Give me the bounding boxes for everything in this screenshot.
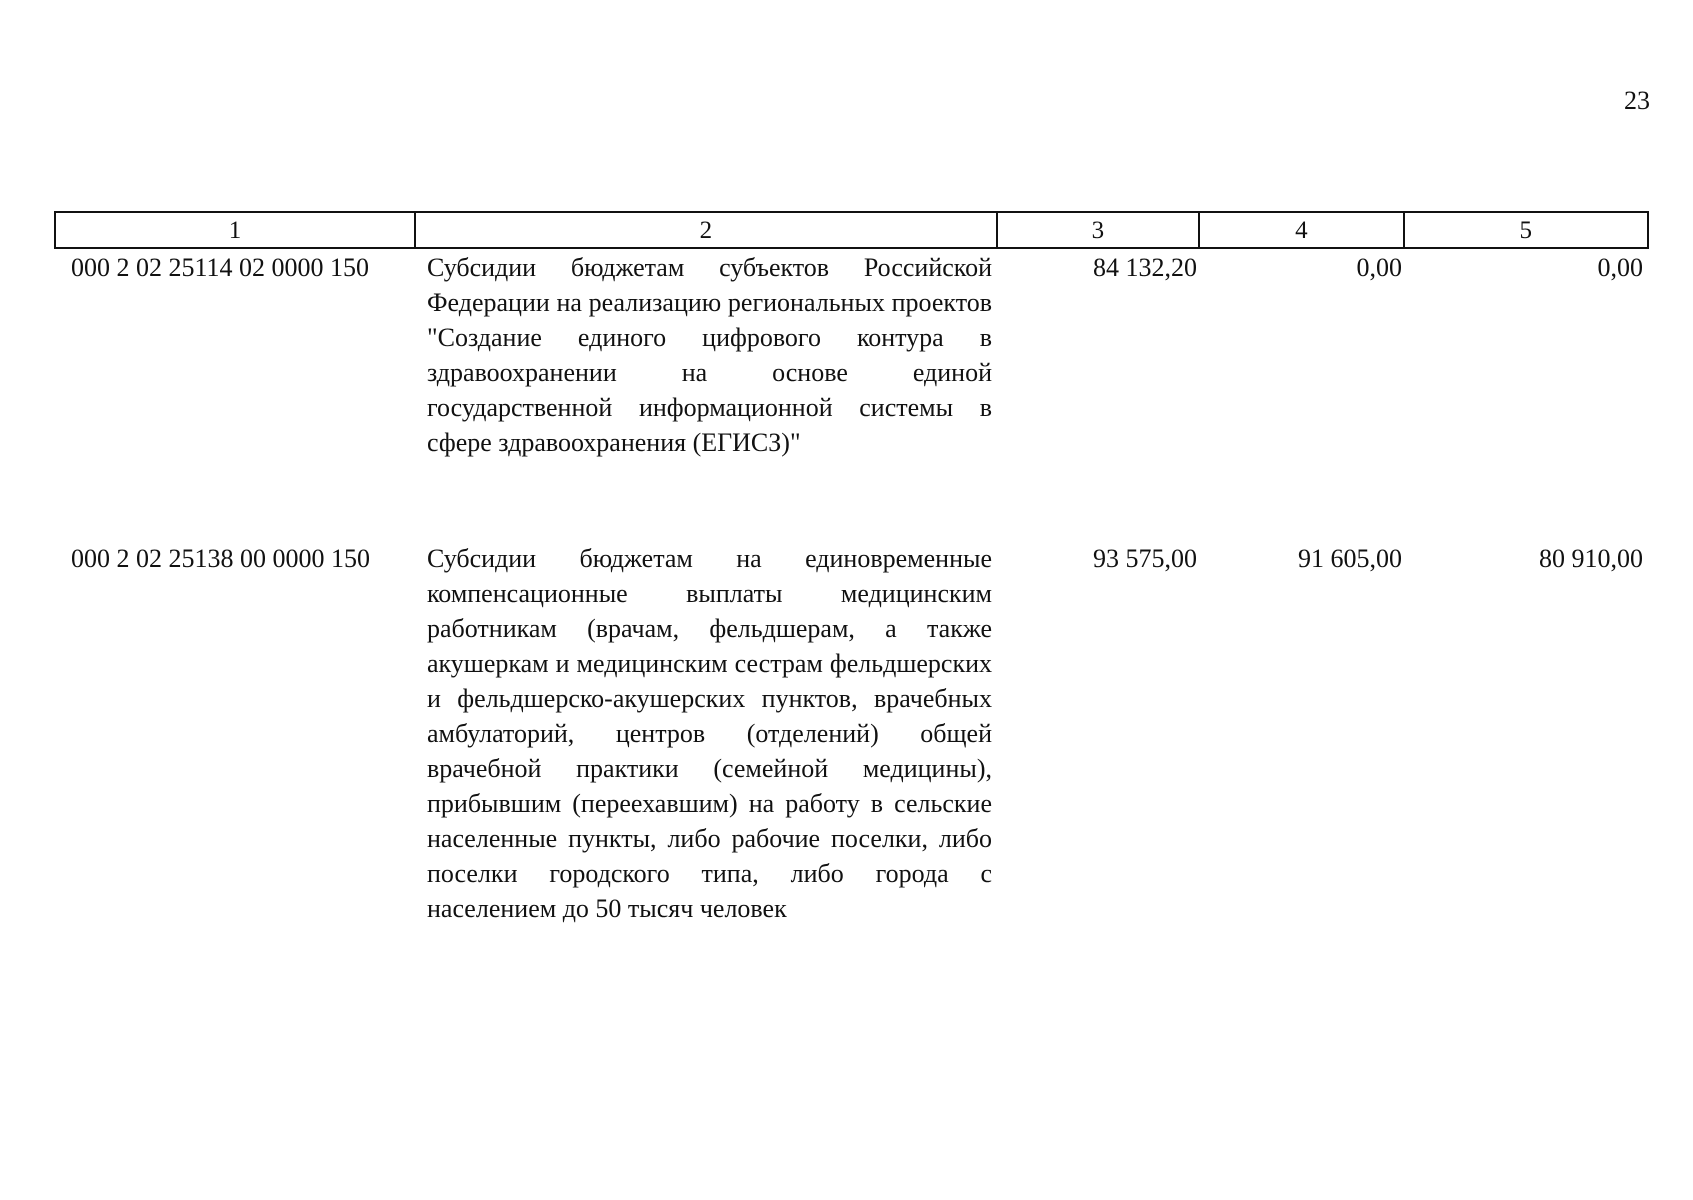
amount-col4: 0,00 — [1356, 253, 1402, 282]
table-row — [54, 250, 1649, 460]
row-description: Субсидии бюджетам на единовременные компенсационные выплаты медицинским работникам (врачам, фельдшерам, а также акушеркам и медицинским сестрам фельдшерских и фельдшерско-акушерских пунктов, врачебных амбулаторий, центров (отделений) общей врачебной практики (семейной медицины), прибывшим (переехавшим) на работу в сельские населенные пункты, либо рабочие поселки, либо поселки городского типа, либо города с населением до 50 тысяч человек — [427, 544, 992, 923]
budget-code: 000 2 02 25138 00 0000 150 — [71, 544, 370, 573]
amount-col5: 80 910,00 — [1539, 544, 1643, 573]
amount-col3: 84 132,20 — [1093, 253, 1197, 282]
amount-col3: 93 575,00 — [1093, 544, 1197, 573]
table-header — [54, 211, 1649, 249]
page-number: 23 — [1624, 86, 1650, 115]
amount-col4: 91 605,00 — [1298, 544, 1402, 573]
row-description: Субсидии бюджетам субъектов Российской Федерации на реализацию региональных проектов "Создание единого цифрового контура в здравоохранении на основе единой государственной информационной системы в сфере здравоохранения (ЕГИСЗ)" — [427, 253, 992, 457]
header-cell-3: 3 — [998, 213, 1201, 247]
header-cell-2: 2 — [416, 213, 998, 247]
budget-code: 000 2 02 25114 02 0000 150 — [71, 253, 370, 282]
header-cell-1: 1 — [56, 213, 416, 247]
amount-col5: 0,00 — [1597, 253, 1643, 282]
table-row — [54, 541, 1649, 926]
header-cell-5: 5 — [1519, 217, 1533, 244]
header-cell-4: 4 — [1200, 213, 1404, 247]
